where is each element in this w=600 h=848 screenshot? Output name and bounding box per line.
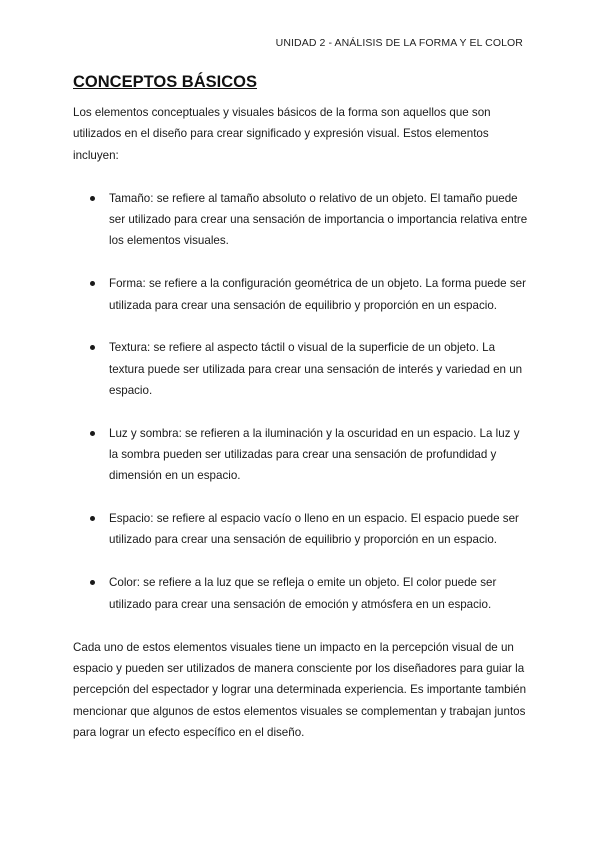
bullet-icon: [90, 281, 95, 286]
intro-paragraph: Los elementos conceptuales y visuales básicos de la forma son aquellos que son utilizados en el diseño para crear significado y expresión visual. Estos elementos incluyen:: [73, 106, 491, 162]
list-item-color: [73, 572, 528, 615]
list-item-text: Tamaño: se refiere al tamaño absoluto o relativo de un objeto. El tamaño puede ser utilizado para crear una sensación de importancia o importancia relativa entre los elementos visuales.: [109, 191, 528, 248]
bullet-icon: [90, 196, 95, 201]
bullet-icon: [90, 580, 95, 585]
list-item-luz-y-sombra: [73, 423, 528, 487]
document-body: [73, 70, 528, 743]
bullet-icon: [90, 345, 95, 350]
list-item-textura: [73, 337, 528, 401]
list-item-tamano: [73, 188, 528, 252]
list-item-text: Espacio: se refiere al espacio vacío o lleno en un espacio. El espacio puede ser utilizado para crear una sensación de equilibrio y proporción en un espacio.: [109, 512, 519, 547]
list-item-text: Color: se refiere a la luz que se refleja o emite un objeto. El color puede ser utilizado para crear una sensación de emoción y atmósfera en un espacio.: [109, 576, 497, 611]
concept-list: [73, 188, 528, 615]
list-item-text: Textura: se refiere al aspecto táctil o visual de la superficie de un objeto. La textura puede ser utilizada para crear una sensación de interés y variedad en un espacio.: [109, 341, 523, 397]
bullet-icon: [90, 516, 95, 521]
list-item-text: Luz y sombra: se refieren a la iluminación y la oscuridad en un espacio. La luz y la sombra pueden ser utilizadas para crear una sensación de profundidad y dimensión en un espacio.: [109, 426, 520, 483]
running-header: UNIDAD 2 - ANÁLISIS DE LA FORMA Y EL COLOR: [275, 37, 523, 49]
list-item-espacio: [73, 508, 528, 551]
list-item-text: Forma: se refiere a la configuración geométrica de un objeto. La forma puede ser utilizada para crear una sensación de equilibrio y proporción en un espacio.: [109, 277, 526, 312]
closing-paragraph: Cada uno de estos elementos visuales tiene un impacto en la percepción visual de un espacio y pueden ser utilizados de manera consciente por los diseñadores para guiar la percepción del espectador y lograr una determinada experiencia. Es importante también mencionar que algunos de estos elementos visuales se complementan y trabajan juntos para lograr un efecto específico en el diseño.: [73, 640, 527, 740]
bullet-icon: [90, 431, 95, 436]
list-item-forma: [73, 273, 528, 316]
section-title: CONCEPTOS BÁSICOS: [73, 73, 257, 91]
